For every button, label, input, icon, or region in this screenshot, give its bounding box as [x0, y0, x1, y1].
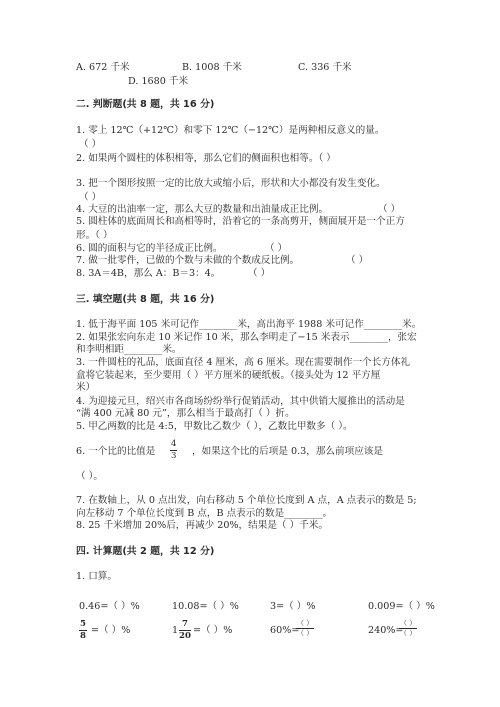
fill-q3-line2: 盒将它装起来，至少要用（ ）平方厘米的硬纸板。（接头处为 12 平方厘	[76, 370, 381, 381]
fill-q3-line3: 米）	[76, 382, 96, 393]
calc-r2b-denominator: 20	[179, 630, 191, 641]
calc-r2c-pre: 60%=	[270, 625, 300, 636]
judge-q5-line2: 形。（ ）	[76, 230, 113, 241]
calc-r2d-fraction	[399, 620, 417, 637]
fill-q7-line2: 向左移动 7 个单位长度到 B 点，B 点表示的数是________。	[76, 508, 333, 519]
section-title-fill: 三. 填空题(共 8 题，共 16 分)	[76, 294, 215, 305]
judge-q2: 2. 如果两个圆柱的体积相等，那么它们的侧面积也相等。（ ）	[76, 153, 336, 164]
judge-q6: 6. 圆的面积与它的半径成正比例。	[76, 243, 223, 254]
judge-q3-line1: 3. 把一个图形按照一定的比放大或缩小后，形状和大小都没有发生变化。	[76, 178, 386, 189]
fill-q7-line1: 7. 在数轴上，从 0 点出发，向右移动 5 个单位长度到 A 点，A 点表示的数是 5;	[76, 495, 417, 506]
calc-r2b-fraction	[179, 620, 191, 640]
calc-r2b-whole: 1	[172, 625, 179, 636]
judge-q5-line1: 5. 圆柱体的底面周长和高相等时，沿着它的一条高剪开，侧面展开是一个正方	[76, 216, 405, 227]
judge-q8-paren: （ ）	[248, 268, 271, 279]
judge-q1-line2: （ ）	[79, 139, 102, 150]
option-a: A. 672 千米	[76, 62, 130, 73]
option-b: B. 1008 千米	[182, 62, 242, 73]
section-title-calc: 四. 计算题(共 2 题，共 12 分)	[76, 546, 215, 557]
fill-q2-line1: 2. 如果张宏向东走 10 米记作 10 米，那么李明走了−15 米表示________，张宏	[76, 332, 417, 343]
fill-q6-line2: （ ）。	[76, 471, 104, 482]
section-title-judgement: 二. 判断题(共 8 题，共 16 分)	[76, 99, 215, 110]
calc-r2a-rest: =（ ）%	[91, 625, 131, 636]
option-c: C. 336 千米	[298, 62, 352, 73]
judge-q3-line2: （ ）	[79, 192, 102, 203]
calc-row1-item3: 3=（ ）%	[270, 601, 316, 612]
calc-r2c-denominator: （ ）	[297, 629, 314, 637]
calc-r2a-numerator: 5	[80, 619, 86, 629]
fill-q8: 8. 25 千米增加 20%后，再减少 20%，结果是（ ）千米。	[76, 520, 328, 531]
calc-r2a-fraction	[79, 620, 87, 640]
judge-q7: 7. 做一批零件，已做的个数与未做的个数成反比例。	[76, 255, 300, 266]
calc-r2d-numerator: （ ）	[400, 619, 417, 627]
fill-q6-fraction	[170, 440, 177, 460]
calc-r2b-numerator: 7	[179, 620, 191, 631]
fill-q4-line1: 4. 为迎接元旦，绍兴市各商场纷纷举行促销活动，其中供销大厦推出的活动是	[76, 396, 405, 407]
fill-q6-denominator: 3	[171, 450, 177, 461]
judge-q6-paren: （ ）	[265, 243, 288, 254]
fill-q6-pre: 6. 一个比的比值是	[76, 446, 156, 457]
fill-q6-numerator: 4	[171, 439, 177, 449]
calc-r2d-pre: 240%=	[368, 625, 404, 636]
judge-q7-paren: （ ）	[346, 255, 369, 266]
fill-q6-post: ，如果这个比的后项是 0.3，那么前项应该是	[192, 446, 383, 457]
calc-row1-item1: 0.46=（ ）%	[79, 601, 140, 612]
fill-q5: 5. 甲乙两数的比是 4:5，甲数比乙数少（ ），乙数比甲数多（ ）。	[76, 421, 353, 432]
option-d: D. 1680 千米	[128, 76, 189, 87]
calc-row1-item4: 0.009=（ ）%	[368, 601, 435, 612]
fill-q3-line1: 3. 一件圆柱的礼品，底面直径 4 厘米，高 6 厘米。现在需要制作一个长方体礼	[76, 357, 411, 368]
calc-q1: 1. 口算。	[76, 571, 117, 582]
judge-q8: 8. 3A＝4B，那么 A：B＝3：4。	[76, 268, 221, 279]
judge-q4-paren: （ ）	[378, 204, 401, 215]
calc-r2d-denominator: （ ）	[400, 629, 417, 637]
calc-row1-item2: 10.08=（ ）%	[172, 601, 239, 612]
judge-q1-line1: 1. 零上 12℃（+12℃）和零下 12℃（−12℃）是两种相反意义的量。	[76, 125, 385, 136]
judge-q4: 4. 大豆的出油率一定，那么大豆的数量和出油量成正比例。	[76, 204, 329, 215]
calc-r2c-fraction	[296, 620, 314, 637]
fill-q4-line2: “满 400 元减 80 元”，那么相当于最高打（ ）折。	[76, 408, 295, 419]
calc-r2a-denominator: 8	[80, 630, 86, 641]
fill-q1: 1. 低于海平面 105 米可记作________米，高出海平 1988 米可记作________米。	[76, 319, 422, 330]
calc-r2b-rest: =（ ）%	[193, 625, 233, 636]
calc-r2c-numerator: （ ）	[297, 619, 314, 627]
fill-q2-line2: 和李明相距________米。	[76, 344, 182, 355]
